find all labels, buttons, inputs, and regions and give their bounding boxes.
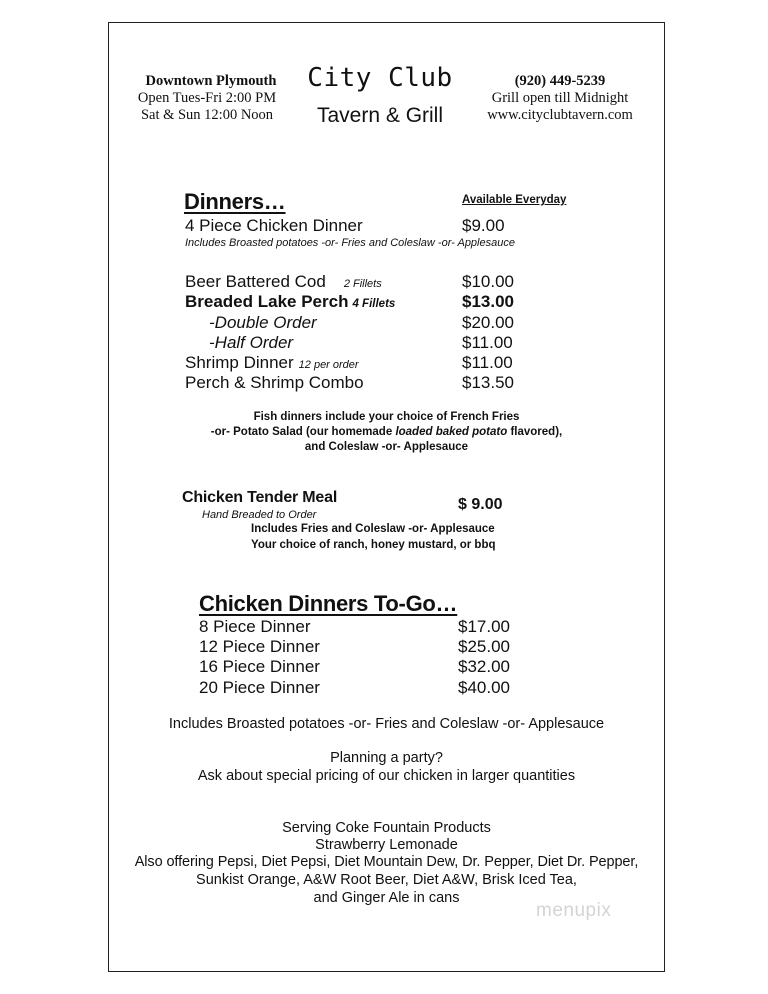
menu-item-name: Perch & Shrimp Combo xyxy=(185,373,364,392)
chicken-dinner-price: $9.00 xyxy=(462,216,505,235)
drinks-line4: Sunkist Orange, A&W Root Beer, Diet A&W, Brisk Iced Tea, xyxy=(196,872,577,888)
availability-note: Available Everyday xyxy=(462,194,567,206)
fish-note-line3: and Coleslaw -or- Applesauce xyxy=(304,441,469,453)
menu-item-price: $11.00 xyxy=(462,353,513,372)
menu-item-name: -Half Order xyxy=(209,333,294,352)
togo-item-name: 8 Piece Dinner xyxy=(199,617,311,636)
menu-item-name: Shrimp Dinner 12 per order xyxy=(185,353,359,372)
fish-note-line1: Fish dinners include your choice of French Fries xyxy=(253,411,520,423)
togo-item-price: $25.00 xyxy=(458,637,510,656)
tender-note1: Includes Fries and Coleslaw -or- Applesauce xyxy=(251,523,495,535)
menu-item-price: $13.00 xyxy=(462,292,514,311)
drinks-line5: and Ginger Ale in cans xyxy=(313,890,460,906)
togo-item-price: $40.00 xyxy=(458,678,510,697)
dinners-title: Dinners… xyxy=(184,189,286,214)
website: www.cityclubtavern.com xyxy=(487,107,633,123)
party-line2: Ask about special pricing of our chicken in larger quantities xyxy=(197,768,576,784)
togo-item-name: 12 Piece Dinner xyxy=(199,637,320,656)
togo-item-name: 20 Piece Dinner xyxy=(199,678,320,697)
hours-weekend: Sat & Sun 12:00 Noon xyxy=(140,107,274,123)
chicken-dinner-note: Includes Broasted potatoes -or- Fries and Coleslaw -or- Applesauce xyxy=(185,237,515,249)
menu-item-price: $10.00 xyxy=(462,272,514,291)
togo-includes: Includes Broasted potatoes -or- Fries and Coleslaw -or- Applesauce xyxy=(168,716,605,732)
restaurant-name: City Club xyxy=(307,63,453,93)
phone-number: (920) 449-5239 xyxy=(514,73,606,89)
togo-item-price: $32.00 xyxy=(458,657,510,676)
menu-item-price: $13.50 xyxy=(462,373,514,392)
menupix-watermark: menupix xyxy=(536,900,612,921)
drinks-line2: Strawberry Lemonade xyxy=(315,837,458,853)
grill-hours: Grill open till Midnight xyxy=(491,90,629,106)
location: Downtown Plymouth xyxy=(145,73,277,89)
hours-weekday: Open Tues-Fri 2:00 PM xyxy=(137,90,277,106)
party-line1: Planning a party? xyxy=(330,750,443,766)
tender-meal-name: Chicken Tender Meal xyxy=(182,489,338,506)
tender-note2: Your choice of ranch, honey mustard, or bbq xyxy=(251,539,496,551)
drinks-line3: Also offering Pepsi, Diet Pepsi, Diet Mountain Dew, Dr. Pepper, Diet Dr. Pepper, xyxy=(134,854,639,870)
tender-meal-price: $ 9.00 xyxy=(458,496,503,513)
menu-item-name: -Double Order xyxy=(209,313,317,332)
restaurant-subtitle: Tavern & Grill xyxy=(316,104,444,127)
drinks-line1: Serving Coke Fountain Products xyxy=(282,820,491,836)
menu-item-price: $11.00 xyxy=(462,333,513,352)
tender-meal-sub: Hand Breaded to Order xyxy=(202,509,317,521)
menu-item-price: $20.00 xyxy=(462,313,514,332)
togo-item-price: $17.00 xyxy=(458,617,510,636)
menu-item-name: Breaded Lake Perch 4 Fillets xyxy=(185,292,396,311)
chicken-dinner-name: 4 Piece Chicken Dinner xyxy=(185,216,363,235)
togo-title: Chicken Dinners To-Go… xyxy=(199,591,458,616)
menu-item-name: Beer Battered Cod 2 Fillets xyxy=(185,272,382,291)
togo-item-name: 16 Piece Dinner xyxy=(199,657,320,676)
fish-note-line2: -or- Potato Salad (our homemade loaded baked potato flavored), xyxy=(210,426,563,438)
